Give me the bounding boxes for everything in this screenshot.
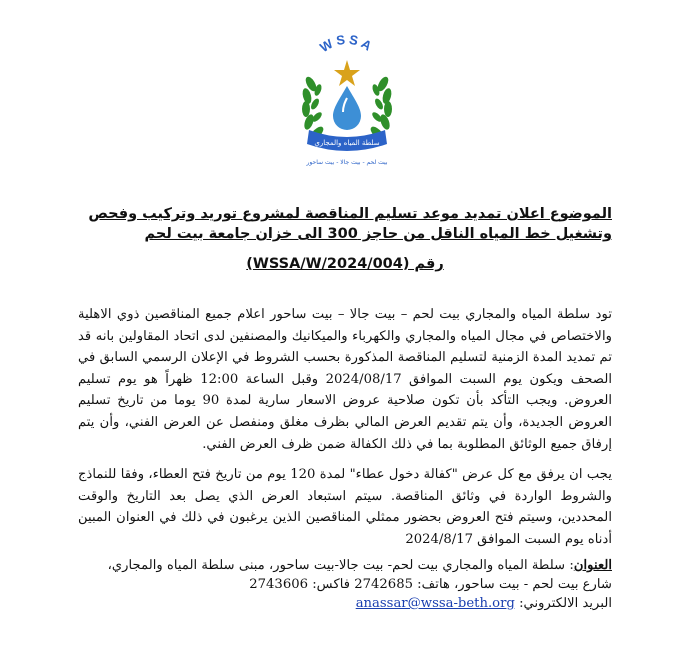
- paragraph-extension-notice: تود سلطة المياه والمجاري بيت لحم – بيت جالا – بيت ساحور اعلام جميع المناقصين ذوي الاهلية والاختصاص في مجال المياه والمجاري والكهرباء والميكانيك والمصنفين لدى اتحاد المقاولين بانه قد تم تمديد المدة الزمنية لتسليم المناقصة المذكورة بحسب الشروط في الإعلان الرسمي السابق في الصحف ويكون يوم السبت الموافق 2024/08/17 وقبل الساعة 12:00 ظهراً هو يوم تسليم العروض. ويجب التأكد بأن تكون صلاحية عروض الاسعار سارية لمدة 90 يوما من تاريخ تسليم العروض الجديدة، وأن يتم تقديم العرض المالي بظرف مغلق ومنفصل عن العرض الفني، وأن يتم إرفاق جميع الوثائق المطلوبة بما في ذلك الكفالة ضمن ظرف العرض الفني.: [78, 307, 613, 452]
- logo-acronym: WSSA: [317, 31, 378, 56]
- logo-ribbon-text: سلطة المياه والمجاري: [314, 139, 380, 147]
- wssa-emblem: [287, 20, 407, 170]
- email-label: البريد الالكتروني:: [519, 596, 612, 611]
- address-block: [78, 556, 612, 613]
- address-label: العنوان: [573, 558, 612, 573]
- star-icon: [334, 60, 360, 86]
- water-drop-icon: [333, 86, 361, 130]
- reference-number: رقم (WSSA/W/2024/004): [246, 256, 444, 272]
- email-link[interactable]: anassar@wssa-beth.org: [355, 596, 515, 611]
- logo-towns-text: بيت لحم - بيت جالا - بيت ساحور: [306, 159, 388, 166]
- address-text: : سلطة المياه والمجاري بيت لحم- بيت جالا-بيت ساحور، مبنى سلطة المياه والمجاري، شارع بيت لحم - بيت ساحور، هاتف: 2742685 فاكس: 2743606: [107, 558, 612, 592]
- wssa-logo: [287, 20, 407, 170]
- subject-heading: الموضوع اعلان تمديد موعد تسليم المناقصة لمشروع توريد وتركيب وفحص وتشغيل خط المياه الناقل من حاجز 300 الى خزان جامعة بيت لحم: [88, 206, 612, 242]
- paragraph-bid-guarantee: يجب ان يرفق مع كل عرض "كفالة دخول عطاء" لمدة 120 يوم من تاريخ فتح العطاء، وفقا للنماذج والشروط الواردة في وثائق المناقصة. سيتم استبعاد العرض الذي يصل بعد التاريخ والوقت المحددين، وسيتم فتح العروض بحضور ممثلي المناقصين الذين يرغبون في ذلك في العنوان المبين أدناه يوم السبت الموافق 2024/8/17: [78, 467, 612, 547]
- email-line: [78, 594, 612, 613]
- address-line: [78, 556, 612, 594]
- svg-text:WSSA: [317, 32, 377, 56]
